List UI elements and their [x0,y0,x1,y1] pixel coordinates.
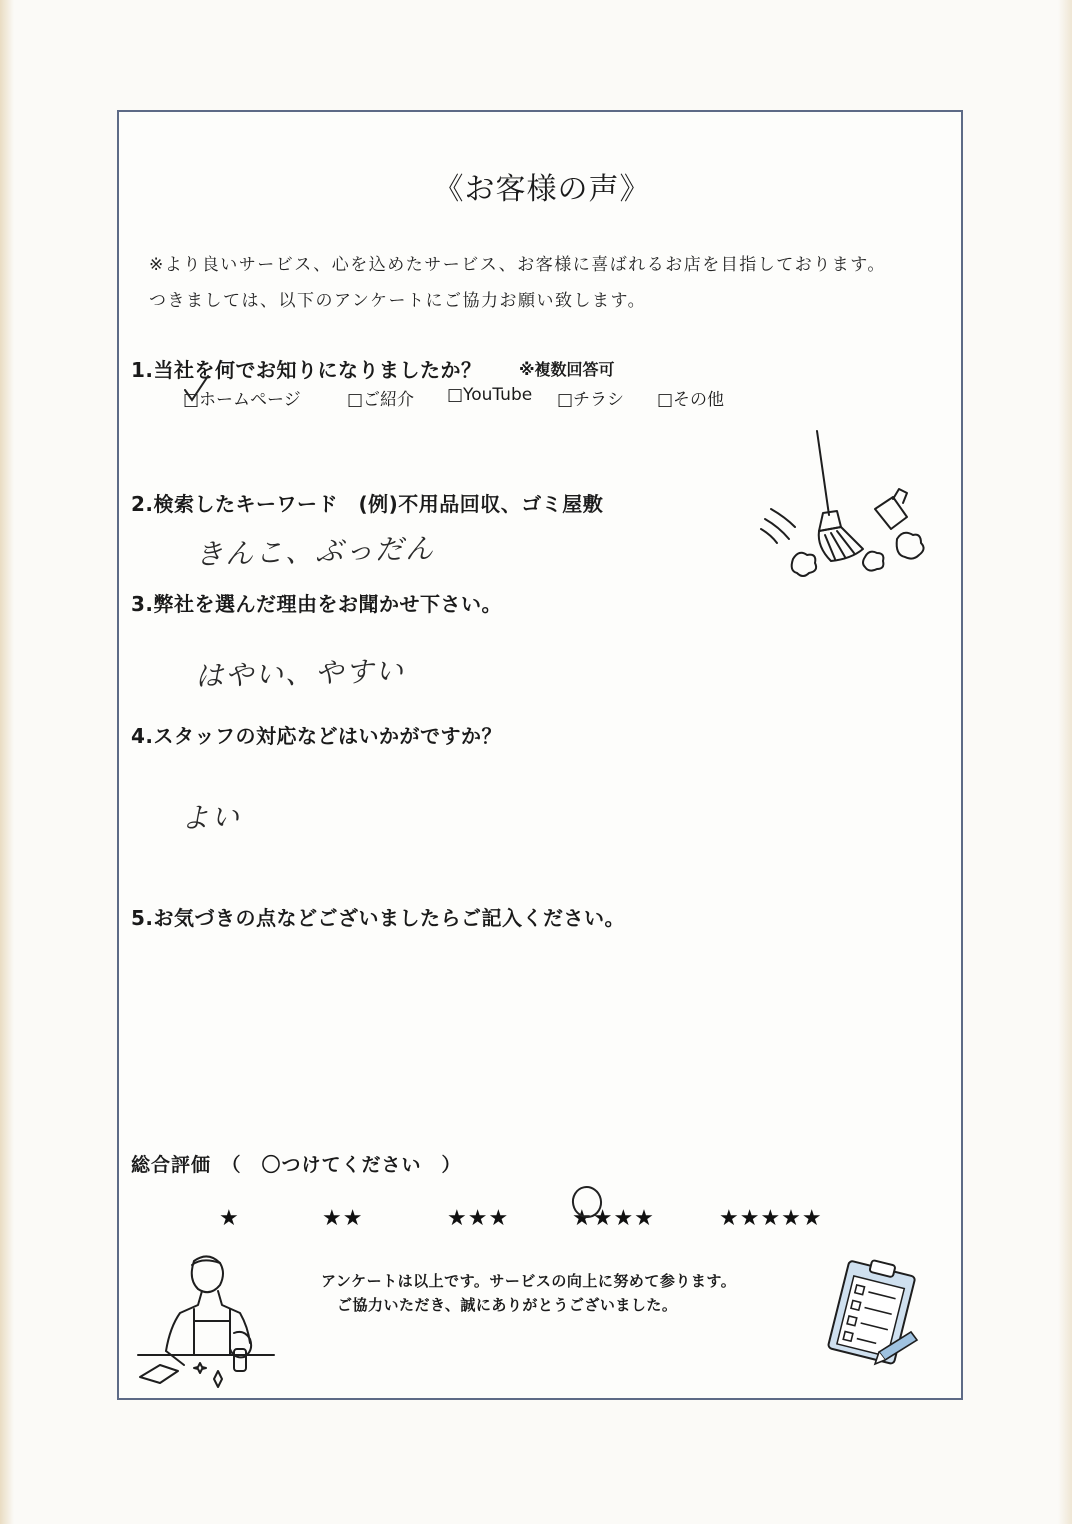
question-3-answer: はやい、やすい [194,654,406,693]
question-2-label: 2.検索したキーワード (例)不用品回収、ゴミ屋敷 [131,492,604,516]
cleaning-person-icon [134,1247,279,1387]
rating-option-4[interactable]: ★★★★ [572,1206,655,1231]
option-referral[interactable]: □ご紹介 [347,390,415,410]
question-1-label: 1.当社を何でお知りになりましたか？ [131,358,482,382]
form-title: 《お客様の声》 [433,172,651,207]
clipboard-checklist-icon [819,1260,929,1370]
option-youtube[interactable]: □YouTube [447,385,533,405]
checkmark-icon [182,374,212,404]
selection-circle-icon [571,1184,607,1220]
closing-line-2: ご協力いただき、誠にありがとうございました。 [337,1296,678,1314]
option-homepage[interactable]: □ホームページ [183,390,301,410]
question-5-label: 5.お気づきの点などございましたらご記入ください。 [131,906,626,930]
rating-option-3[interactable]: ★★★ [447,1206,510,1231]
option-flyer[interactable]: □チラシ [557,390,625,410]
question-4-label: 4.スタッフの対応などはいかがですか？ [131,724,503,748]
question-1-note: ※複数回答可 [519,360,615,379]
rating-label: 総合評価 （ 〇つけてください ） [131,1154,462,1176]
rating-option-5[interactable]: ★★★★★ [719,1206,823,1231]
rating-option-1[interactable]: ★ [219,1206,240,1231]
intro-line-2: つきましては、以下のアンケートにご協力お願い致します。 [149,291,647,311]
question-3-label: 3.弊社を選んだ理由をお聞かせ下さい。 [131,592,503,616]
survey-form [117,110,963,1400]
question-4-answer: よい [180,800,242,835]
broom-dustpan-icon [759,427,939,587]
rating-option-2[interactable]: ★★ [322,1206,364,1231]
intro-line-1: ※より良いサービス、心を込めたサービス、お客様に喜ばれるお店を目指しております。 [149,255,886,275]
closing-line-1: アンケートは以上です。サービスの向上に努めて参ります。 [321,1272,737,1290]
question-2-answer: きんこ、ぶっだん [194,531,436,572]
option-other[interactable]: □その他 [657,390,725,410]
